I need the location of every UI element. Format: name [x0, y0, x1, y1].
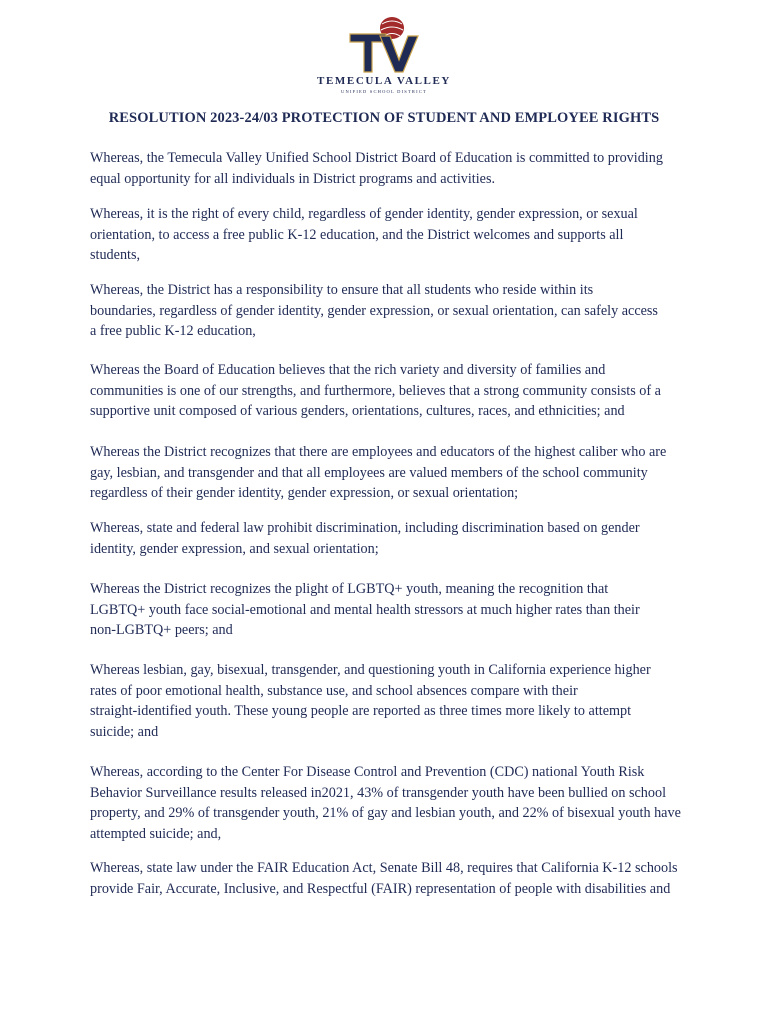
logo-district-subtitle: UNIFIED SCHOOL DISTRICT	[341, 89, 427, 94]
paragraph-line: gay, lesbian, and transgender and that all employees are valued members of the school community	[90, 464, 648, 481]
district-logo	[0, 14, 768, 98]
paragraph-line: Whereas, it is the right of every child, regardless of gender identity, gender expression, or sexual	[90, 206, 638, 222]
whereas-paragraph-7	[90, 579, 690, 641]
paragraph-line: Whereas, the Temecula Valley Unified School District Board of Education is committed to providing	[90, 150, 663, 166]
resolution-title: RESOLUTION 2023-24/03 PROTECTION OF STUDENT AND EMPLOYEE RIGHTS	[108, 110, 660, 126]
whereas-paragraph-10	[90, 858, 690, 899]
logo-district-name: TEMECULA VALLEY	[317, 75, 451, 87]
paragraph-line: orientation, to access a free public K-12 education, and the District welcomes and supports all	[90, 226, 624, 243]
whereas-paragraph-6	[90, 518, 690, 559]
paragraph-line: rates of poor emotional health, substance use, and school absences compare with their	[90, 682, 578, 699]
paragraph-line: a free public K-12 education,	[90, 323, 256, 339]
whereas-paragraph-3	[90, 280, 690, 342]
paragraph-line: LGBTQ+ youth face social-emotional and mental health stressors at much higher rates than their	[90, 601, 640, 618]
paragraph-line: equal opportunity for all individuals in District programs and activities.	[90, 170, 496, 187]
paragraph-line: Whereas, state and federal law prohibit discrimination, including discrimination based on gender	[90, 520, 640, 536]
paragraph-line: Whereas lesbian, gay, bisexual, transgender, and questioning youth in California experience higher	[90, 662, 651, 678]
paragraph-line: communities is one of our strengths, and furthermore, believes that a strong community consists of a	[90, 382, 661, 399]
paragraph-line: Whereas the Board of Education believes that the rich variety and diversity of families and	[90, 362, 606, 378]
paragraph-line: identity, gender expression, and sexual orientation;	[90, 540, 379, 557]
paragraph-line: property, and 29% of transgender youth, 21% of gay and lesbian youth, and 22% of bisexual youth have	[90, 805, 681, 821]
paragraph-line: Whereas, the District has a responsibility to ensure that all students who reside within its	[90, 282, 594, 298]
whereas-paragraph-1	[90, 148, 690, 189]
paragraph-line: regardless of their gender identity, gender expression, or sexual orientation;	[90, 485, 519, 501]
whereas-paragraph-4	[90, 360, 690, 422]
whereas-paragraph-9	[90, 762, 690, 844]
whereas-paragraph-5	[90, 442, 690, 504]
paragraph-line: supportive unit composed of various genders, orientations, cultures, races, and ethnicities; and	[90, 403, 625, 419]
paragraph-line: suicide; and	[90, 723, 159, 740]
whereas-paragraph-2	[90, 204, 690, 266]
paragraph-line: Whereas the District recognizes that there are employees and educators of the highest caliber who are	[90, 444, 667, 460]
paragraph-line: Behavior Surveillance results released in2021, 43% of transgender youth have been bullied on school	[90, 784, 667, 801]
tv-logo-icon	[342, 14, 426, 76]
paragraph-line: students,	[90, 247, 141, 263]
paragraph-line: straight-identified youth. These young people are reported as three times more likely to attempt	[90, 703, 632, 719]
paragraph-line: Whereas, according to the Center For Disease Control and Prevention (CDC) national Youth Risk	[90, 764, 645, 780]
whereas-paragraph-8	[90, 660, 690, 742]
paragraph-line: Whereas, state law under the FAIR Education Act, Senate Bill 48, requires that California K-12 schools	[90, 860, 678, 876]
paragraph-line: provide Fair, Accurate, Inclusive, and Respectful (FAIR) representation of people with disabilities and	[90, 880, 671, 897]
paragraph-line: boundaries, regardless of gender identity, gender expression, or sexual orientation, can safely access	[90, 302, 658, 319]
paragraph-line: non-LGBTQ+ peers; and	[90, 622, 233, 638]
paragraph-line: Whereas the District recognizes the plight of LGBTQ+ youth, meaning the recognition that	[90, 581, 609, 597]
paragraph-line: attempted suicide; and,	[90, 825, 222, 842]
